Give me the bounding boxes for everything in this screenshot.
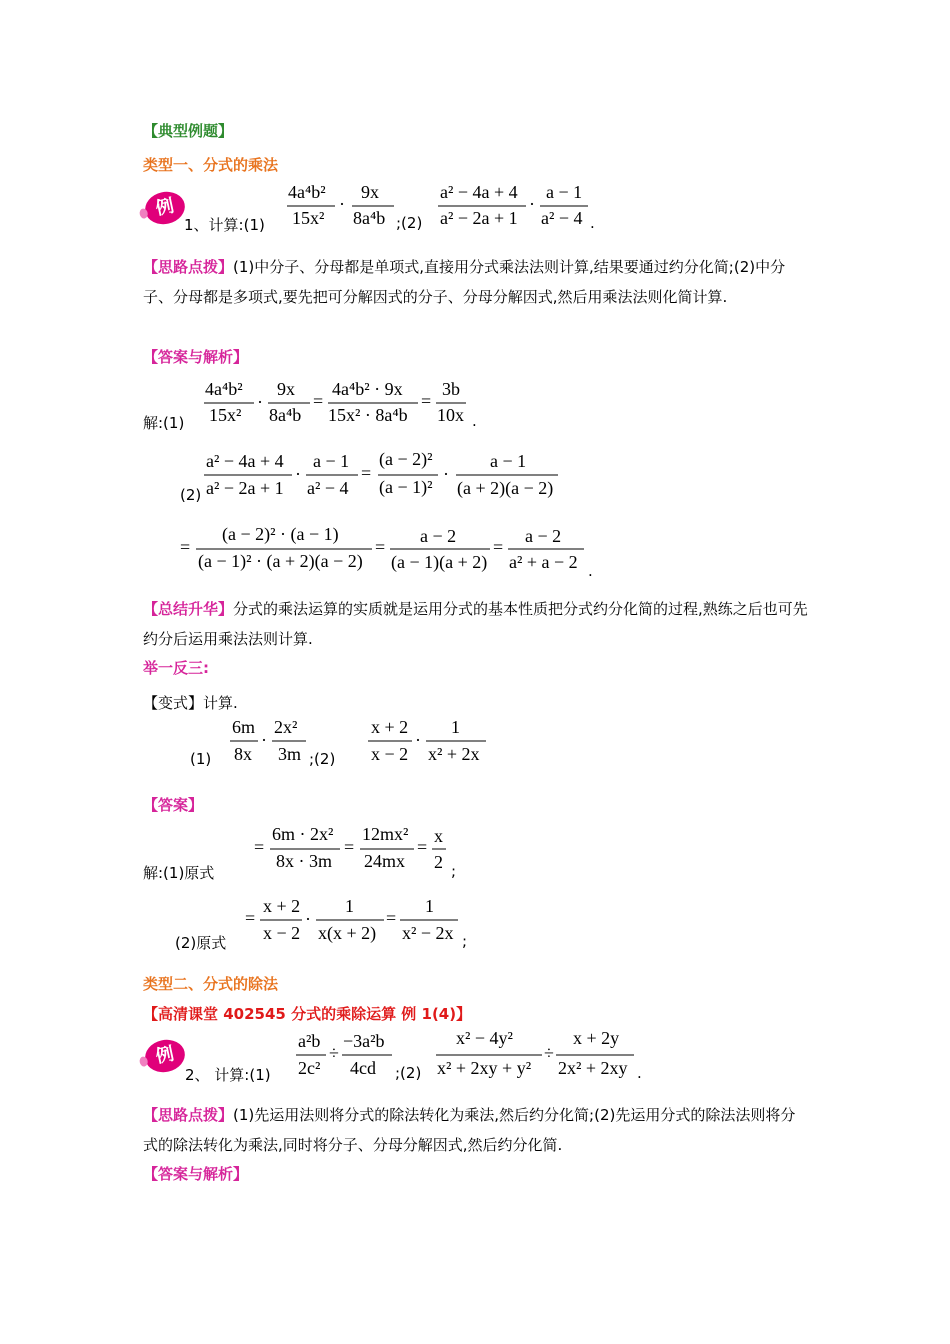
hint1-text: (1)中分子、分母都是单项式,直接用分式乘法法则计算,结果要通过约分化简;(2)中分子、分母都是多项式,要先把可分解因式的分子、分母分解因式,然后用乘法法则化简计算. bbox=[143, 258, 786, 306]
ex1-g1-den: a² − 2a + 1 bbox=[440, 208, 518, 228]
answer-semi2: ; bbox=[462, 932, 468, 950]
ex2-d1-num: x² − 4y² bbox=[456, 1028, 513, 1048]
sol1-t2-den: (a − 1)(a + 2) bbox=[391, 552, 488, 572]
heading-juyi: 举一反三: bbox=[143, 659, 209, 677]
sol1-s1-num: (a − 2)² bbox=[379, 449, 433, 469]
variant-title: 【变式】计算. bbox=[143, 694, 238, 712]
sol1-t3-num: a − 2 bbox=[525, 526, 562, 546]
ex1-f2-den: 8a⁴b bbox=[353, 208, 386, 228]
ex1-g2-den: a² − 4 bbox=[541, 208, 583, 228]
answer-a2-den: 24mx bbox=[364, 851, 406, 871]
ex2-div2: ÷ bbox=[544, 1043, 554, 1063]
heading-answer: 【答案】 bbox=[143, 796, 204, 814]
answer-b1-num: x + 2 bbox=[263, 896, 301, 916]
ex1-op: · bbox=[339, 194, 345, 214]
ex1-op2: · bbox=[529, 194, 535, 214]
variant-w1-den: x − 2 bbox=[371, 744, 409, 764]
answer-a1-num: 6m · 2x² bbox=[272, 824, 334, 844]
variant-p1: (1) bbox=[190, 750, 212, 768]
hint2-tag: 【思路点拨】 bbox=[143, 1106, 234, 1124]
variant-op1: · bbox=[261, 730, 267, 750]
ex1-prefix: 1、计算:(1) bbox=[184, 216, 265, 234]
ex2-div1: ÷ bbox=[329, 1043, 339, 1063]
example-badge-icon-2: 例 bbox=[142, 1036, 188, 1076]
answer-eq5: = bbox=[386, 908, 397, 928]
variant-v2-den: 3m bbox=[278, 744, 302, 764]
sol1-t3-den: a² + a − 2 bbox=[509, 552, 578, 572]
answer-a2-num: 12mx² bbox=[362, 824, 409, 844]
answer-op: · bbox=[305, 909, 311, 929]
answer-a1-den: 8x · 3m bbox=[276, 851, 332, 871]
ex1-sep: ;(2) bbox=[396, 214, 423, 232]
hint2-paragraph bbox=[143, 1100, 808, 1160]
variant-v1-num: 6m bbox=[232, 717, 256, 737]
ex2-d2-num: x + 2y bbox=[573, 1028, 620, 1048]
sol1-t1-num: (a − 2)² · (a − 1) bbox=[222, 524, 339, 544]
hint1-paragraph bbox=[143, 252, 808, 312]
sol1-eq2: = bbox=[421, 391, 432, 411]
sol1-g1-num: a² − 4a + 4 bbox=[206, 451, 284, 471]
ex2-prefix: 2、 计算:(1) bbox=[185, 1066, 271, 1084]
sol1-g1-den: a² − 2a + 1 bbox=[206, 478, 284, 498]
heading-ans2: 【答案与解析】 bbox=[143, 1165, 249, 1183]
sol1-end1: . bbox=[472, 412, 477, 430]
answer-label2: (2)原式 bbox=[175, 934, 227, 952]
ex2-c2-num: −3a²b bbox=[343, 1031, 385, 1051]
sol1-op2: · bbox=[295, 464, 301, 484]
ex2-d2-den: 2x² + 2xy bbox=[558, 1058, 628, 1078]
heading-type1: 类型一、分式的乘法 bbox=[143, 156, 279, 174]
sol1-op3: · bbox=[443, 464, 449, 484]
ex2-c1-den: 2c² bbox=[298, 1058, 321, 1078]
sol1-r2-den: 10x bbox=[437, 405, 464, 425]
variant-p2: ;(2) bbox=[309, 750, 336, 768]
hint1-tag: 【思路点拨】 bbox=[143, 258, 234, 276]
sol1-r1-num: 4a⁴b² · 9x bbox=[332, 379, 403, 399]
heading-course: 【高清课堂 402545 分式的乘除运算 例 1(4)】 bbox=[143, 1005, 472, 1023]
ex2-c2-den: 4cd bbox=[350, 1058, 376, 1078]
sol1-end2: . bbox=[588, 562, 593, 580]
answer-a3-num: x bbox=[434, 826, 443, 846]
sol1-f2-num: 9x bbox=[277, 379, 295, 399]
sol1-f2-den: 8a⁴b bbox=[269, 405, 302, 425]
sol1-r1-den: 15x² · 8a⁴b bbox=[328, 405, 408, 425]
heading-ans1: 【答案与解析】 bbox=[143, 348, 249, 366]
sol1-eq1: = bbox=[313, 391, 324, 411]
summary-paragraph bbox=[143, 594, 808, 654]
answer-b2-num: 1 bbox=[345, 896, 354, 916]
heading-typical: 【典型例题】 bbox=[143, 122, 234, 140]
answer-eq4: = bbox=[245, 908, 256, 928]
ex1-f1-den: 15x² bbox=[292, 208, 325, 228]
ex1-f2-num: 9x bbox=[361, 182, 379, 202]
heading-type2: 类型二、分式的除法 bbox=[143, 975, 279, 993]
sol1-t1-den: (a − 1)² · (a + 2)(a − 2) bbox=[198, 551, 363, 571]
hint2-text: (1)先运用法则将分式的除法转化为乘法,然后约分化简;(2)先运用分式的除法法则将分式的除法转化为乘法,同时将分子、分母分解因式,然后约分化简. bbox=[143, 1106, 796, 1154]
sol1-g2-num: a − 1 bbox=[313, 451, 350, 471]
sol1-label1: 解:(1) bbox=[143, 414, 185, 432]
variant-v2-num: 2x² bbox=[274, 717, 298, 737]
sol1-label2: (2) bbox=[180, 486, 202, 504]
answer-label1: 解:(1)原式 bbox=[143, 864, 215, 882]
sol1-eq3: = bbox=[361, 463, 372, 483]
answer-b3-num: 1 bbox=[425, 896, 434, 916]
sol1-eq6: = bbox=[493, 537, 504, 557]
sol1-s1-den: (a − 1)² bbox=[379, 477, 433, 497]
example-badge-icon: 例 bbox=[142, 188, 188, 228]
variant-v1-den: 8x bbox=[234, 744, 252, 764]
ex1-g2-num: a − 1 bbox=[546, 182, 583, 202]
variant-w1-num: x + 2 bbox=[371, 717, 409, 737]
answer-semi1: ; bbox=[451, 862, 457, 880]
answer-a3-den: 2 bbox=[434, 852, 443, 872]
answer-b1-den: x − 2 bbox=[263, 923, 301, 943]
ex2-end: . bbox=[637, 1064, 642, 1082]
answer-eq2: = bbox=[344, 837, 355, 857]
answer-eq3: = bbox=[417, 837, 428, 857]
sol1-g2-den: a² − 4 bbox=[307, 478, 349, 498]
sol1-s2-num: a − 1 bbox=[490, 451, 527, 471]
answer-b2-den: x(x + 2) bbox=[318, 923, 377, 943]
summary-text: 分式的乘法运算的实质就是运用分式的基本性质把分式约分化简的过程,熟练之后也可先约分后运用乘法法则计算. bbox=[143, 600, 808, 648]
variant-w2-num: 1 bbox=[451, 717, 460, 737]
summary-tag: 【总结升华】 bbox=[143, 600, 234, 618]
sol1-t2-num: a − 2 bbox=[420, 526, 457, 546]
variant-op2: · bbox=[415, 730, 421, 750]
ex1-end: . bbox=[590, 214, 595, 232]
ex2-sep: ;(2) bbox=[395, 1064, 422, 1082]
sol1-s2-den: (a + 2)(a − 2) bbox=[457, 478, 554, 498]
sol1-f1-den: 15x² bbox=[209, 405, 242, 425]
sol1-eq4: = bbox=[180, 537, 191, 557]
variant-w2-den: x² + 2x bbox=[428, 744, 480, 764]
sol1-r2-num: 3b bbox=[442, 379, 460, 399]
ex1-g1-num: a² − 4a + 4 bbox=[440, 182, 518, 202]
ex2-d1-den: x² + 2xy + y² bbox=[437, 1058, 532, 1078]
ex2-c1-num: a²b bbox=[298, 1031, 321, 1051]
sol1-op: · bbox=[257, 392, 263, 412]
sol1-f1-num: 4a⁴b² bbox=[205, 379, 243, 399]
answer-b3-den: x² − 2x bbox=[402, 923, 454, 943]
ex1-f1-num: 4a⁴b² bbox=[288, 182, 326, 202]
sol1-eq5: = bbox=[375, 537, 386, 557]
answer-eq1: = bbox=[254, 837, 265, 857]
